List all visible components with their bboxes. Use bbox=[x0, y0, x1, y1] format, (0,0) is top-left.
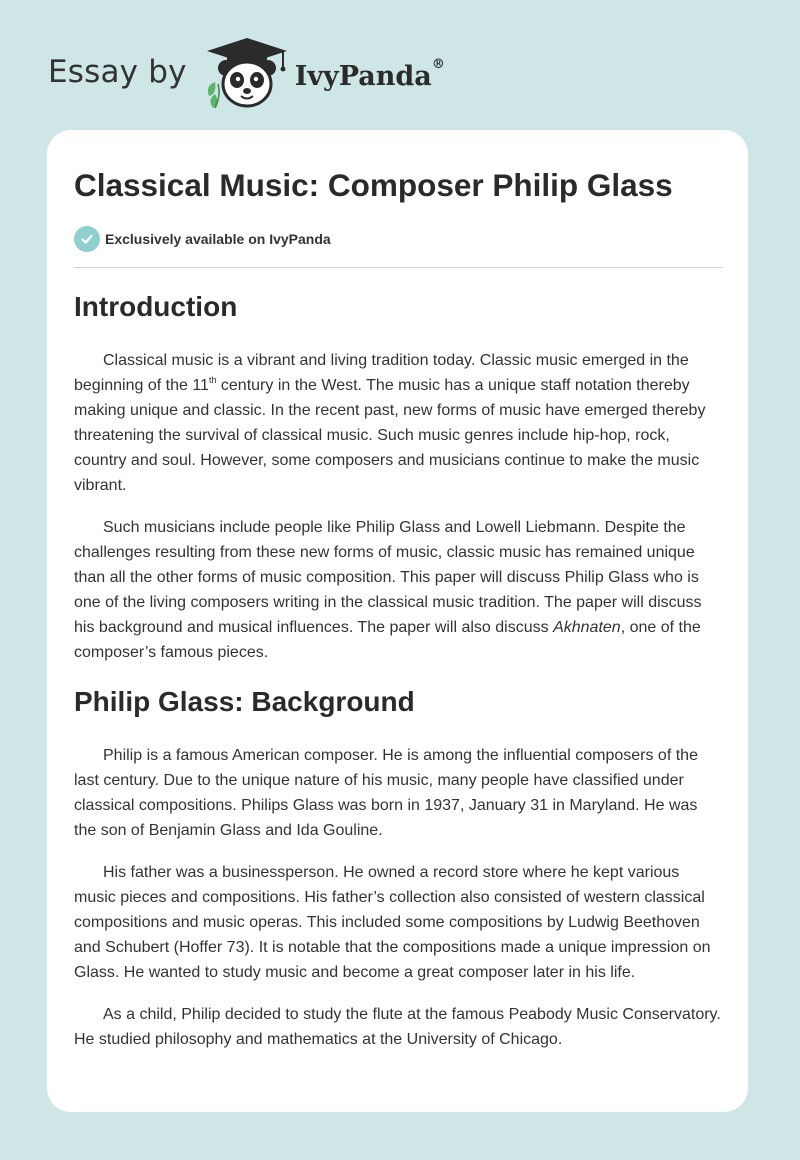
brand-name: IvyPanda® bbox=[294, 56, 445, 92]
paragraph: As a child, Philip decided to study the flute at the famous Peabody Music Conservatory. He studied philosophy and mathematics at the University of Chicago. bbox=[74, 1006, 721, 1048]
paragraph: Such musicians include people like Philip Glass and Lowell Liebmann. Despite the challenges resulting from these new forms of music, classic music has remained unique than all the other forms of music composition. This paper will discuss Philip Glass who is one of the living composers writing in the classical music tradition. The paper will discuss his background and musical influences. The paper will also discuss Akhnaten, one of the composer’s famous pieces. bbox=[74, 519, 702, 661]
divider bbox=[74, 267, 722, 268]
paragraph: His father was a businessperson. He owned a record store where he kept various music pieces and compositions. His father’s collection also consisted of western classical compositions and music operas. This included some compositions by Ludwig Beethoven and Schubert (Hoffer 73). It is notable that the compositions made a unique impression on Glass. He wanted to study music and become a great composer later in his life. bbox=[74, 864, 711, 981]
panda-logo-icon[interactable] bbox=[201, 34, 293, 110]
paragraph: Philip is a famous American composer. He is among the influential composers of the last century. Due to the unique nature of his music, many people have classified under classical compositions. Philips Glass was born in 1937, January 31 in Maryland. He was the son of Benjamin Glass and Ida Gouline. bbox=[74, 747, 698, 839]
article-card bbox=[47, 130, 748, 1112]
check-icon bbox=[74, 226, 100, 252]
section-heading-background: Philip Glass: Background bbox=[74, 686, 415, 717]
paragraph: Classical music is a vibrant and living tradition today. Classic music emerged in the beginning of the 11th century in the West. The music has a unique staff notation thereby making unique and classic. In the recent past, new forms of music have emerged thereby threatening the survival of classical music. Such music genres include hip-hop, rock, country and soul. However, some composers and musicians continue to make the music vibrant. bbox=[74, 352, 706, 494]
site-header bbox=[48, 34, 445, 110]
essay-by-label: Essay by bbox=[48, 54, 187, 90]
exclusive-label: Exclusively available on IvyPanda bbox=[105, 231, 331, 247]
page-title: Classical Music: Composer Philip Glass bbox=[74, 167, 673, 203]
section-heading-introduction: Introduction bbox=[74, 291, 238, 322]
exclusive-badge bbox=[74, 225, 722, 253]
